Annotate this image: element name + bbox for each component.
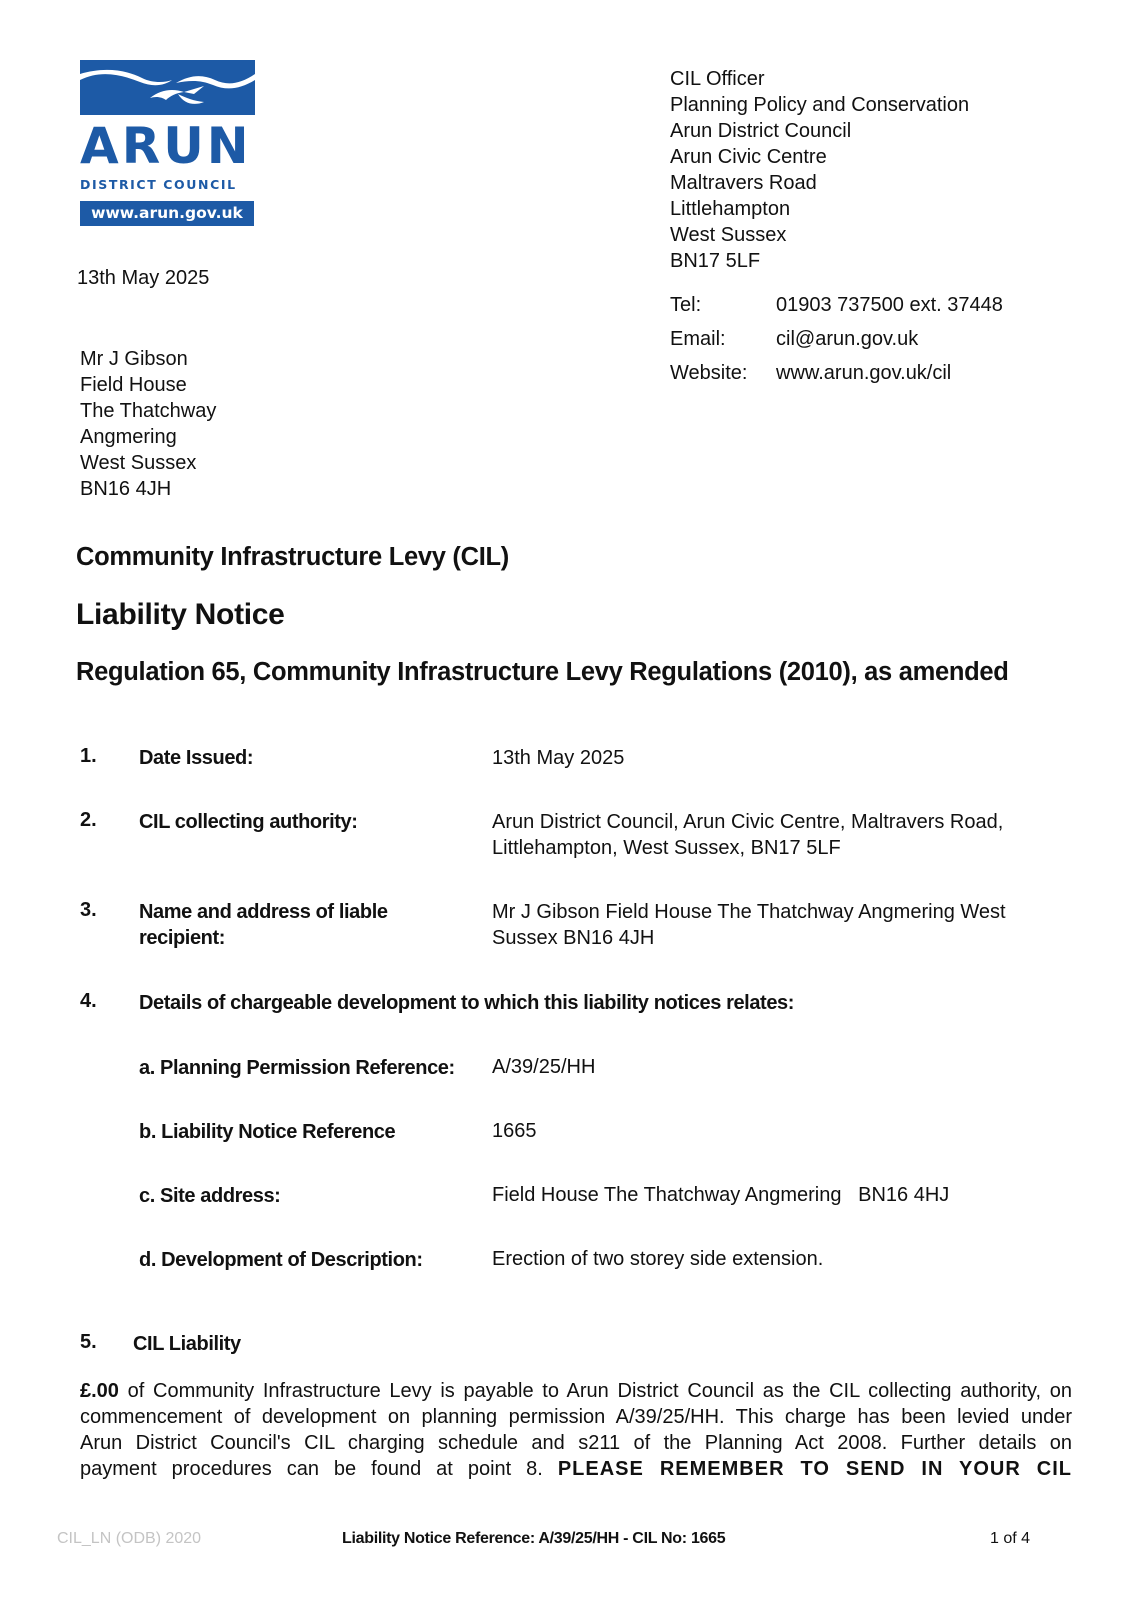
website-link[interactable]: www.arun.gov.uk/cil	[776, 362, 952, 384]
page-title: Liability Notice	[76, 598, 285, 631]
item-number: 4.	[80, 990, 97, 1012]
sender-line: Arun District Council	[670, 120, 852, 142]
description-label: d. Development of Description:	[139, 1249, 423, 1271]
paragraph-line: commencement of development on planning permission A/39/25/HH. This charge has been levied under	[80, 1406, 1072, 1428]
liable-recipient-label: Name and address of liable	[139, 901, 388, 923]
cil-heading: Community Infrastructure Levy (CIL)	[76, 543, 509, 571]
sender-address	[670, 66, 969, 274]
reminder-text: PLEASE REMEMBER TO SEND IN YOUR CIL	[557, 1458, 1072, 1480]
notice-reference-value: 1665	[492, 1120, 537, 1142]
planning-reference-value: A/39/25/HH	[492, 1056, 596, 1078]
sender-line: CIL Officer	[670, 68, 765, 90]
contact-label: Website:	[670, 362, 748, 384]
notice-reference-label: b. Liability Notice Reference	[139, 1121, 396, 1143]
recipient-line: The Thatchway	[80, 400, 217, 422]
authority-value-line: Littlehampton, West Sussex, BN17 5LF	[492, 837, 841, 859]
seagull-wave-icon	[80, 60, 255, 115]
liable-recipient-value-line: Mr J Gibson Field House The Thatchway Angmering West	[492, 901, 1006, 923]
sender-line: West Sussex	[670, 224, 787, 246]
recipient-address	[80, 346, 216, 502]
recipient-line: West Sussex	[80, 452, 197, 474]
sender-line: Arun Civic Centre	[670, 146, 827, 168]
authority-label: CIL collecting authority:	[139, 811, 358, 833]
paragraph-text: of Community Infrastructure Levy is payable to Arun District Council as the CIL collecting authority, on	[118, 1380, 1072, 1402]
footer-reference: Liability Notice Reference: A/39/25/HH - CIL No: 1665	[342, 1530, 726, 1547]
telephone-number: 01903 737500 ext. 37448	[776, 294, 1003, 316]
authority-value-line: Arun District Council, Arun Civic Centre, Maltravers Road,	[492, 811, 1004, 833]
contact-label: Tel:	[670, 294, 702, 316]
item-number: 5.	[80, 1331, 97, 1353]
site-address-value: Field House The Thatchway Angmering BN16 4HJ	[492, 1184, 950, 1206]
email-link[interactable]: cil@arun.gov.uk	[776, 328, 919, 350]
paragraph-line	[80, 1456, 1072, 1482]
description-value: Erection of two storey side extension.	[492, 1248, 824, 1270]
council-logo	[80, 60, 255, 226]
sender-line: Maltravers Road	[670, 172, 817, 194]
item-number: 2.	[80, 809, 97, 831]
development-details-label: Details of chargeable development to which this liability notices relates:	[139, 992, 795, 1014]
logo-wordmark: ARUN	[80, 117, 252, 175]
liability-amount: £.00	[80, 1380, 119, 1402]
paragraph-line	[80, 1378, 1072, 1404]
page-number: 1 of 4	[990, 1530, 1031, 1547]
sender-line: Littlehampton	[670, 198, 791, 220]
site-address-label: c. Site address:	[139, 1185, 281, 1207]
sender-line: BN17 5LF	[670, 250, 761, 272]
letter-date: 13th May 2025	[77, 267, 210, 289]
item-number: 1.	[80, 745, 97, 767]
date-issued-value: 13th May 2025	[492, 747, 625, 769]
cil-liability-label: CIL Liability	[133, 1333, 241, 1355]
contact-label: Email:	[670, 328, 726, 350]
liable-recipient-value-line: Sussex BN16 4JH	[492, 927, 655, 949]
regulation-heading: Regulation 65, Community Infrastructure Levy Regulations (2010), as amended	[76, 658, 1009, 686]
logo-website-link[interactable]: www.arun.gov.uk	[80, 201, 254, 226]
recipient-line: BN16 4JH	[80, 478, 172, 500]
recipient-line: Angmering	[80, 426, 177, 448]
sender-line: Planning Policy and Conservation	[670, 94, 970, 116]
date-issued-label: Date Issued:	[139, 747, 254, 769]
planning-reference-label: a. Planning Permission Reference:	[139, 1057, 455, 1079]
logo-subtitle: DISTRICT COUNCIL	[80, 177, 237, 192]
recipient-line: Mr J Gibson	[80, 348, 188, 370]
paragraph-text: payment procedures can be found at point 8.	[80, 1458, 543, 1480]
recipient-line: Field House	[80, 374, 187, 396]
item-number: 3.	[80, 899, 97, 921]
cil-liability-paragraph	[80, 1378, 1072, 1482]
liable-recipient-label: recipient:	[139, 927, 226, 949]
paragraph-line: Arun District Council's CIL charging schedule and s211 of the Planning Act 2008. Further details on	[80, 1432, 1072, 1454]
form-code: CIL_LN (ODB) 2020	[57, 1530, 202, 1547]
